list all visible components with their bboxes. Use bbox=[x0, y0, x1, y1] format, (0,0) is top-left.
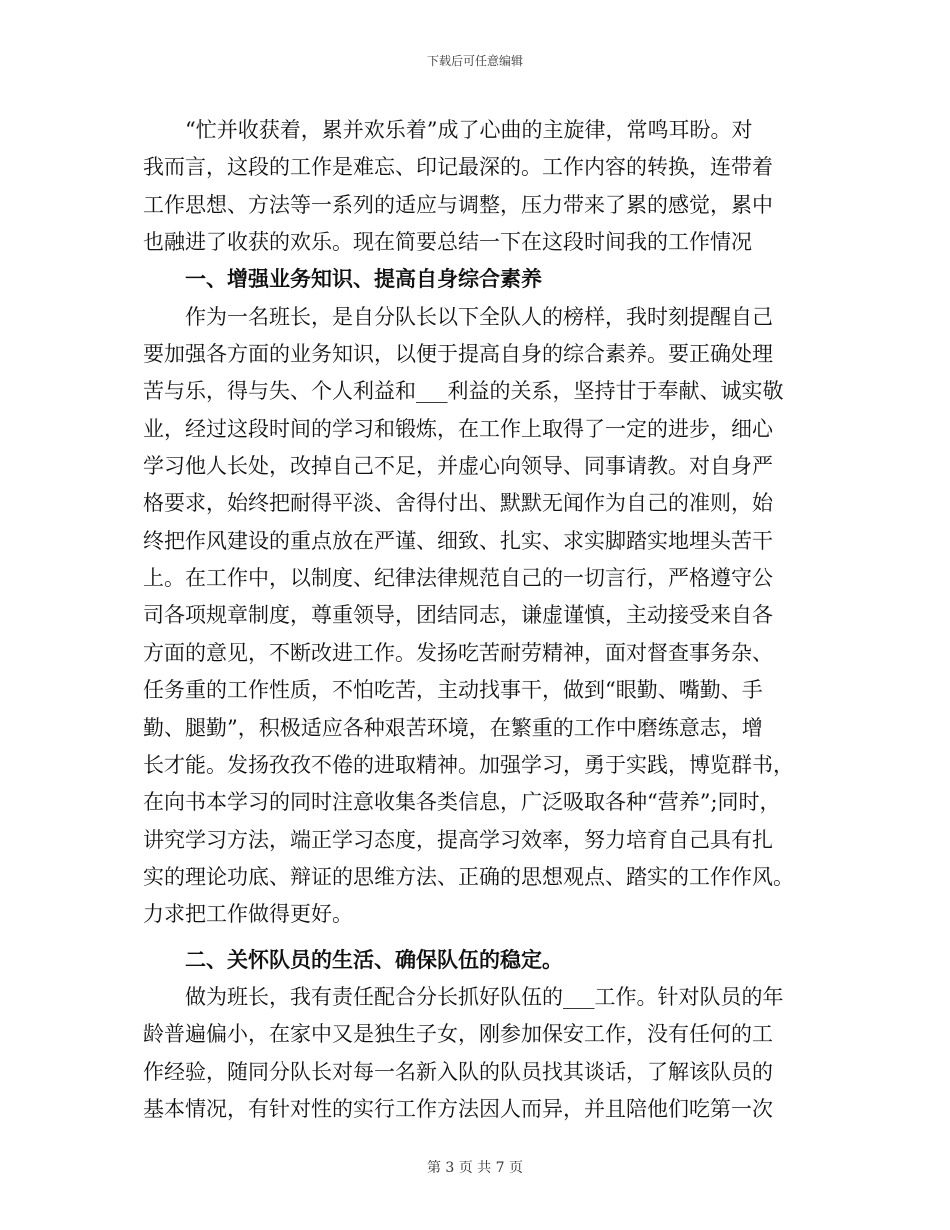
text-line: 实的理论功底、辩证的思维方法、正确的思想观点、踏实的工作作风。 bbox=[143, 864, 794, 889]
text-line: 龄普遍偏小，在家中又是独生子女，刚参加保安工作，没有任何的工 bbox=[143, 1022, 773, 1047]
text-line: 格要求，始终把耐得平淡、舍得付出、默默无闻作为自己的准则，始 bbox=[143, 491, 773, 516]
paragraph bbox=[143, 299, 815, 934]
text-line: 在向书本学习的同时注意收集各类信息，广泛吸取各种“营养”;同时， bbox=[143, 790, 781, 815]
heading-text: 一、增强业务知识、提高自身综合素养 bbox=[185, 267, 542, 292]
text-line: 业，经过这段时间的学习和锻炼，在工作上取得了一定的进步，细心 bbox=[143, 416, 773, 441]
text-line: 终把作风建设的重点放在严谨、细致、扎实、求实脚踏实地埋头苦干 bbox=[143, 528, 773, 553]
text-line: 工作思想、方法等一系列的适应与调整，压力带来了累的感觉，累中 bbox=[143, 192, 773, 217]
text-line: 力求把工作做得更好。 bbox=[143, 902, 353, 927]
text-line: 学习他人长处，改掉自己不足，并虚心向领导、同事请教。对自身严 bbox=[143, 454, 773, 479]
text-line: 司各项规章制度，尊重领导，团结同志，谦虚谨慎，主动接受来自各 bbox=[143, 603, 773, 628]
paragraph bbox=[143, 979, 815, 1128]
heading-text: 二、关怀队员的生活、确保队伍的稳定。 bbox=[185, 947, 563, 972]
text-line: 要加强各方面的业务知识，以便于提高自身的综合素养。要正确处理 bbox=[143, 342, 773, 367]
text-line: “忙并收获着，累并欢乐着”成了心曲的主旋律，常鸣耳盼。对 bbox=[185, 118, 753, 142]
paragraph bbox=[143, 112, 815, 261]
text-line: 作为一名班长，是自分队长以下全队人的榜样，我时刻提醒自己 bbox=[185, 304, 773, 329]
text-line: 讲究学习方法，端正学习态度，提高学习效率，努力培育自己具有扎 bbox=[143, 827, 773, 852]
text-line: 长才能。发扬孜孜不倦的进取精神。加强学习，勇于实践，博览群书， bbox=[143, 752, 794, 777]
text-line: 上。在工作中，以制度、纪律法律规范自己的一切言行，严格遵守公 bbox=[143, 566, 773, 591]
page-header: 下载后可任意编辑 bbox=[426, 54, 523, 68]
text-line: 勤、腿勤”，积极适应各种艰苦环境，在繁重的工作中磨练意志，增 bbox=[143, 715, 763, 740]
section-heading bbox=[143, 942, 815, 979]
text-line: 做为班长，我有责任配合分长抓好队伍的___工作。针对队员的年 bbox=[185, 984, 784, 1009]
text-line: 基本情况，有针对性的实行工作方法因人而异，并且陪他们吃第一次 bbox=[143, 1096, 773, 1121]
text-line: 作经验，随同分队长对每一名新入队的队员找其谈话，了解该队员的 bbox=[143, 1059, 773, 1084]
page-footer: 第 3 页 共 7 页 bbox=[426, 1160, 524, 1176]
text-line: 我而言，这段的工作是难忘、印记最深的。工作内容的转换，连带着 bbox=[143, 155, 773, 180]
text-line: 任务重的工作性质，不怕吃苦，主动找事干，做到“眼勤、嘴勤、手 bbox=[143, 678, 763, 703]
text-line: 方面的意见，不断改进工作。发扬吃苦耐劳精神，面对督查事务杂、 bbox=[143, 640, 773, 665]
document-body bbox=[143, 112, 815, 1128]
text-line: 苦与乐，得与失、个人利益和___利益的关系，坚持甘于奉献、诚实敬 bbox=[143, 379, 784, 404]
section-heading bbox=[143, 261, 815, 298]
text-line: 也融进了收获的欢乐。现在简要总结一下在这段时间我的工作情况 bbox=[143, 230, 752, 255]
